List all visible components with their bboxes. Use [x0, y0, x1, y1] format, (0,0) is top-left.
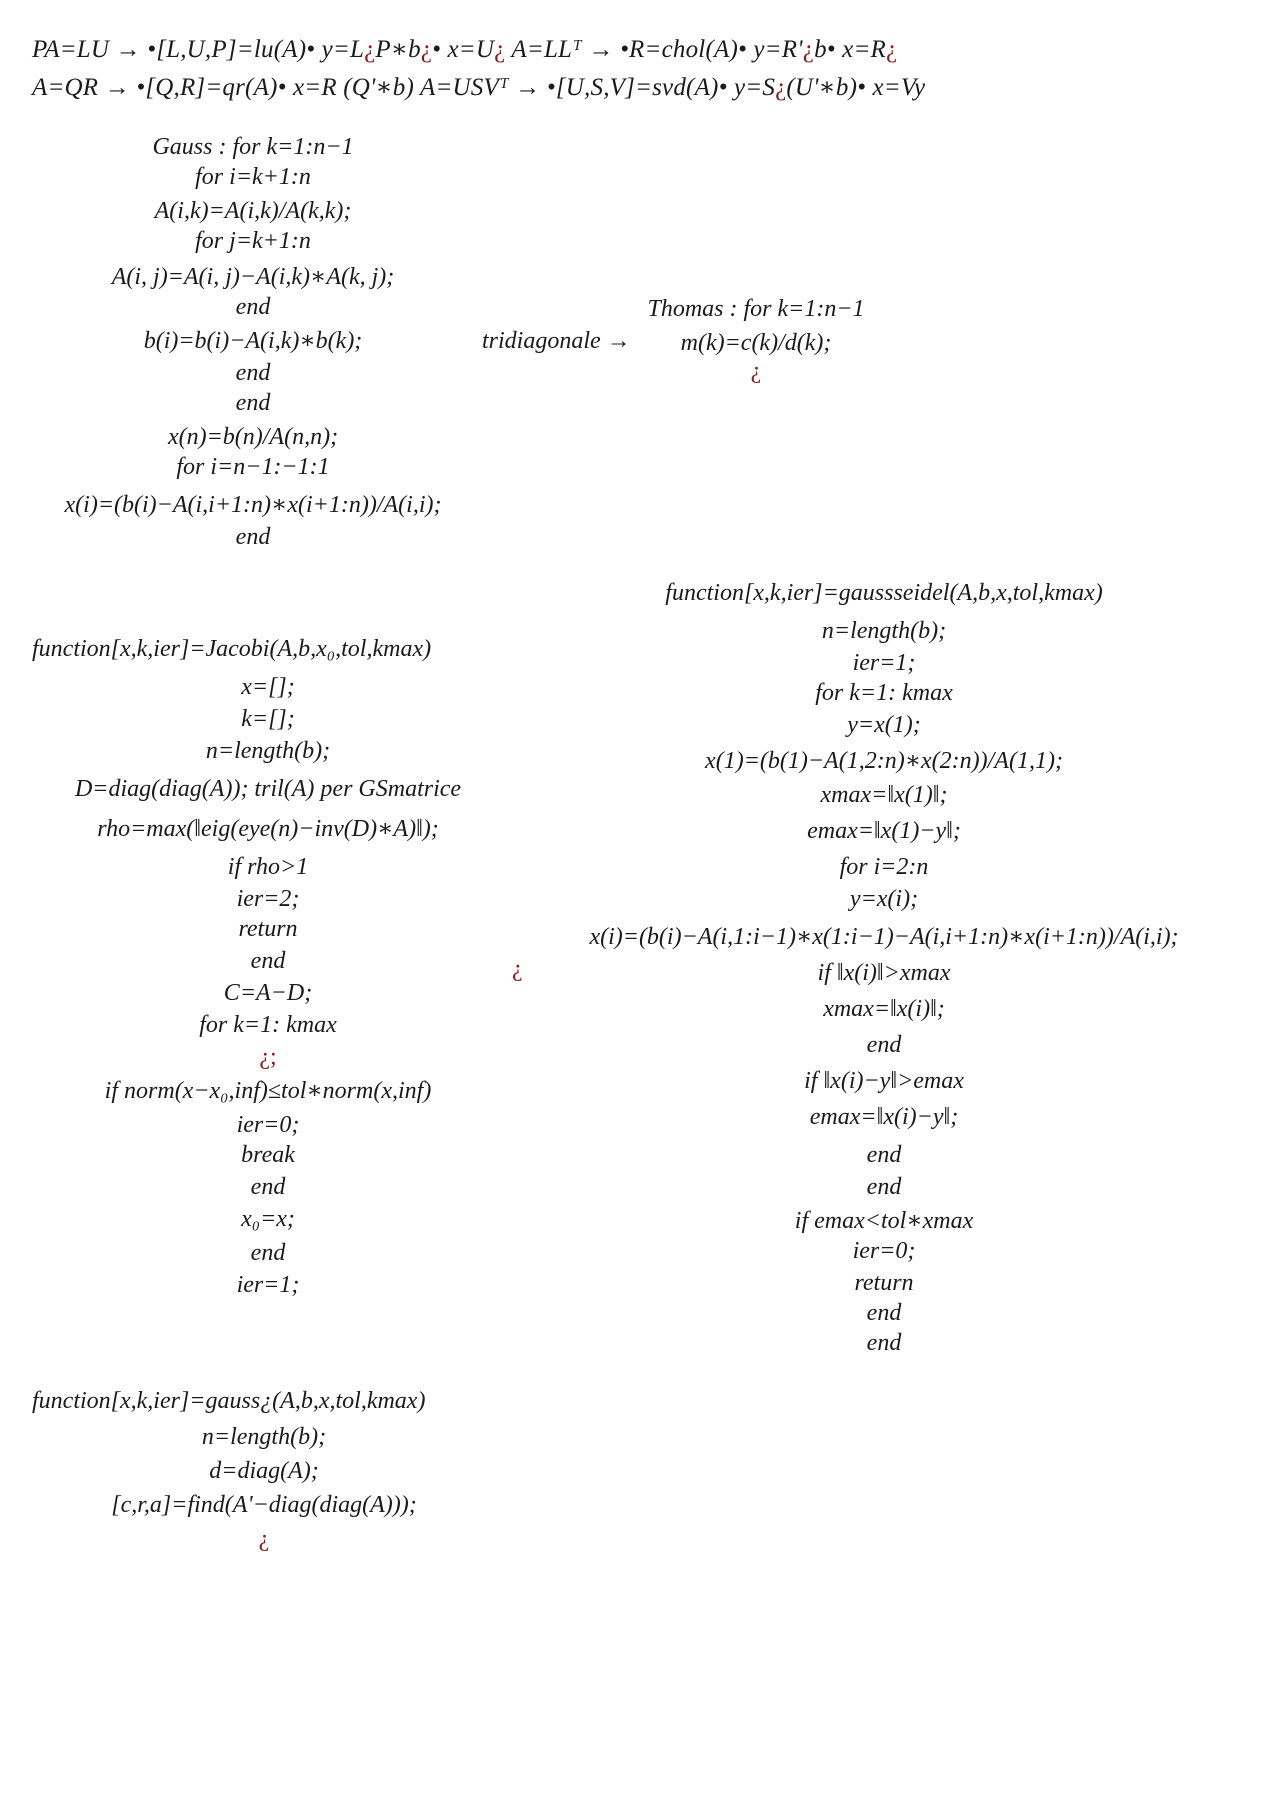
code-line: emax=‖x(i)−y‖;	[809, 1104, 959, 1130]
code-line: C=A−D;	[223, 980, 313, 1006]
code-line: end	[235, 294, 271, 320]
code-line: end	[235, 524, 271, 550]
code-line: return	[238, 916, 298, 942]
code-line: break	[241, 1142, 295, 1168]
code-line: for i=2:n	[839, 854, 929, 880]
code-line: end	[250, 1240, 286, 1266]
formula-segment: ¿	[802, 36, 815, 63]
tridiagonale-label: tridiagonale →	[482, 328, 631, 354]
code-line: rho=max(‖eig(eye(n)−inv(D)∗A)‖);	[97, 816, 439, 842]
code-line: end	[250, 948, 286, 974]
formula-segment: ¿	[775, 74, 787, 101]
formula-segment: (U'∗b)• x=Vy	[786, 74, 926, 101]
header-formula-line-2	[32, 72, 925, 102]
code-line: for k=1: kmax	[815, 680, 953, 706]
code-line: Gauss : for k=1:n−1	[152, 134, 354, 160]
code-line: function[x,k,ier]=gauss¿(A,b,x,tol,kmax)	[32, 1388, 426, 1414]
formula-segment: A=QR → •[Q,R]=qr(A)• x=R (Q'∗b) A=USVᵀ → •[U,S,V]=svd(A)• y=S	[32, 74, 776, 101]
code-line: for i=n−1:−1:1	[176, 454, 330, 480]
code-line: return	[854, 1270, 914, 1296]
code-line: ier=1;	[236, 1272, 300, 1298]
code-line: x(i)=(b(i)−A(i,i+1:n)∗x(i+1:n))/A(i,i);	[64, 492, 442, 518]
formula-segment: PA=LU → •[L,U,P]=lu(A)• y=L	[32, 36, 365, 63]
code-line: end	[866, 1330, 902, 1356]
code-line: end	[866, 1174, 902, 1200]
code-line: ¿	[258, 1526, 270, 1552]
code-line: function[x,k,ier]=gaussseidel(A,b,x,tol,kmax)	[665, 580, 1103, 606]
formula-segment: ¿	[420, 36, 433, 63]
code-line: end	[866, 1300, 902, 1326]
code-line: y=x(1);	[847, 712, 921, 738]
code-line: if emax<tol∗xmax	[794, 1208, 974, 1234]
code-line: for j=k+1:n	[195, 228, 311, 254]
formula-segment: b• x=R	[814, 36, 887, 63]
formula-segment: ¿	[364, 36, 376, 63]
code-line: D=diag(diag(A)); tril(A) per GSmatrice	[74, 776, 462, 802]
code-line: end	[235, 360, 271, 386]
code-line: [c,r,a]=find(A'−diag(diag(A)));	[111, 1492, 417, 1518]
code-line: emax=‖x(1)−y‖;	[807, 818, 961, 844]
code-line: ier=0;	[852, 1238, 916, 1264]
formula-segment: • x=U	[432, 36, 495, 63]
code-line: ier=0;	[236, 1112, 300, 1138]
code-line: for i=k+1:n	[195, 164, 311, 190]
formula-segment: P∗b	[375, 36, 421, 63]
code-line: xmax=‖x(1)‖;	[820, 782, 948, 808]
formula-segment: ¿	[886, 36, 898, 63]
code-line: k=[];	[241, 706, 295, 732]
code-line: end	[235, 390, 271, 416]
code-line: A(i,k)=A(i,k)/A(k,k);	[154, 198, 352, 224]
code-line: end	[866, 1032, 902, 1058]
stray-symbol: ¿	[512, 956, 523, 982]
code-line: n=length(b);	[821, 618, 947, 644]
code-line: n=length(b);	[201, 1424, 327, 1450]
code-line: ier=2;	[236, 886, 300, 912]
code-line: n=length(b);	[205, 738, 331, 764]
code-line: ¿;	[259, 1044, 277, 1070]
code-line: x(n)=b(n)/A(n,n);	[167, 424, 339, 450]
code-line: x=[];	[241, 674, 295, 700]
code-line: d=diag(A);	[209, 1458, 319, 1484]
code-line: ¿	[750, 358, 762, 384]
code-line: b(i)=b(i)−A(i,k)∗b(k);	[143, 328, 363, 354]
code-line: if norm(x−x₀,inf)≤tol∗norm(x,inf)	[104, 1078, 432, 1104]
code-line: for k=1: kmax	[199, 1012, 337, 1038]
code-line: xmax=‖x(i)‖;	[823, 996, 945, 1022]
code-line: x(1)=(b(1)−A(1,2:n)∗x(2:n))/A(1,1);	[705, 748, 1063, 774]
code-line: ier=1;	[852, 650, 916, 676]
code-line: x(i)=(b(i)−A(i,1:i−1)∗x(1:i−1)−A(i,i+1:n)∗x(i+1:n))/A(i,i);	[589, 924, 1179, 950]
code-line: y=x(i);	[849, 886, 919, 912]
code-line: if rho>1	[227, 854, 309, 880]
code-line: end	[866, 1142, 902, 1168]
code-line: Thomas : for k=1:n−1	[647, 296, 865, 322]
formula-segment: A=LLᵀ → •R=chol(A)• y=R'	[505, 36, 803, 63]
code-line: function[x,k,ier]=Jacobi(A,b,x₀,tol,kmax)	[32, 636, 432, 662]
header-formula-line-1	[32, 34, 897, 64]
code-line: A(i, j)=A(i, j)−A(i,k)∗A(k, j);	[111, 264, 395, 290]
code-line: end	[250, 1174, 286, 1200]
code-line: x₀=x;	[241, 1206, 295, 1232]
code-line: m(k)=c(k)/d(k);	[680, 330, 832, 356]
code-line: if ‖x(i)−y‖>emax	[804, 1068, 964, 1094]
formula-segment: ¿	[494, 36, 506, 63]
code-line: if ‖x(i)‖>xmax	[817, 960, 951, 986]
